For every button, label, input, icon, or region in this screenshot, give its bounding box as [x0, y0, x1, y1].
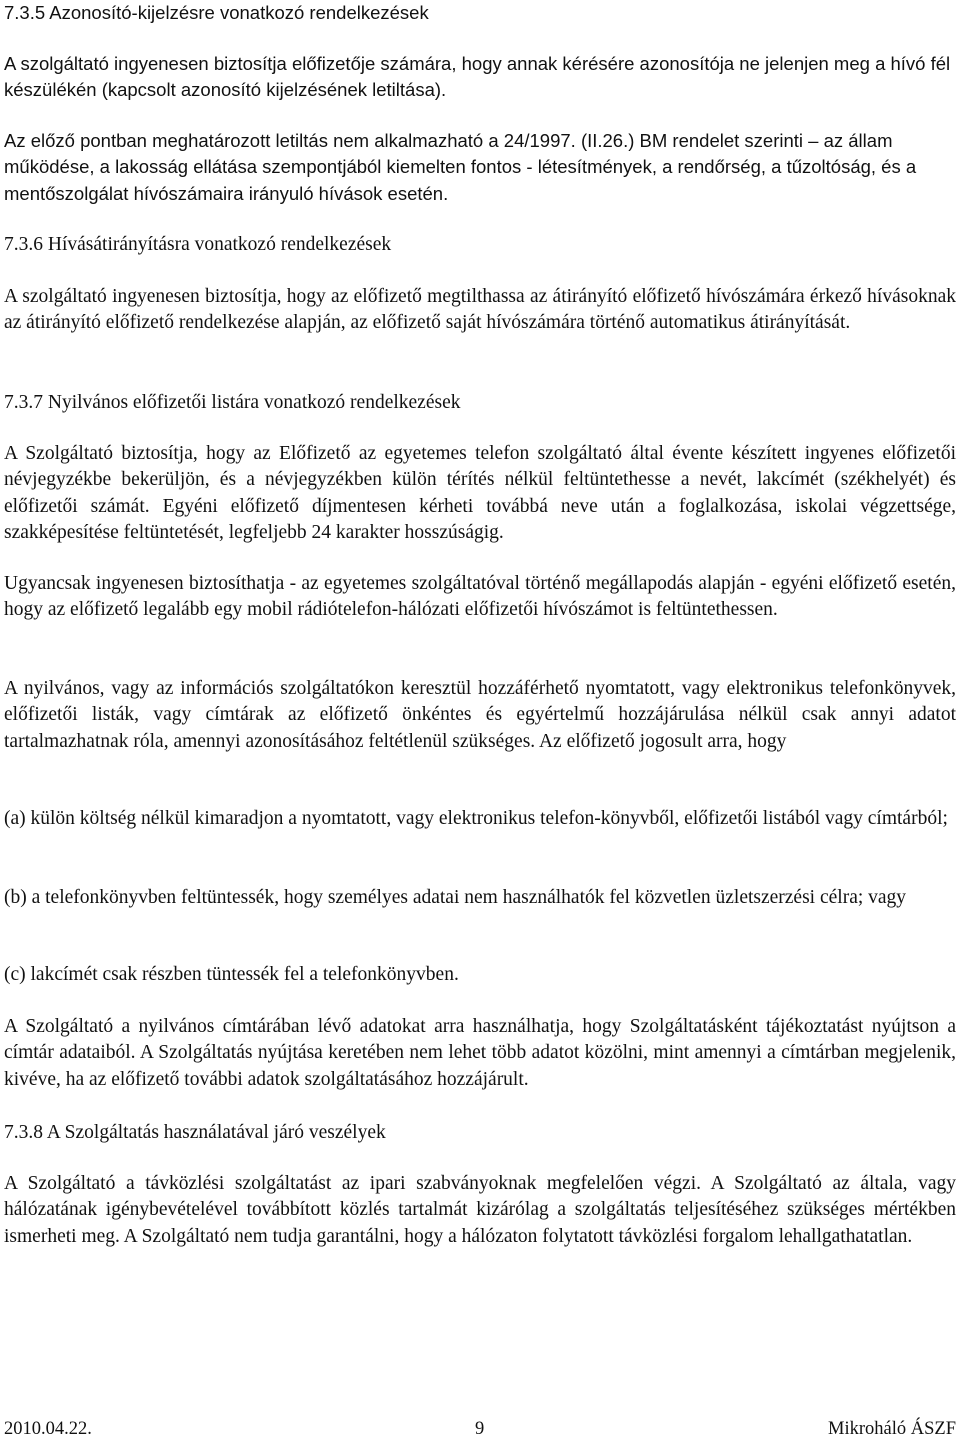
paragraph-7-3-5-a: A szolgáltató ingyenesen biztosítja előfizetője számára, hogy annak kérésére azonosítója ne jelenjen meg a hívó fél készülékén (kapcsolt azonosító kijelzésének letiltása). — [4, 53, 951, 101]
section-heading-7-3-7: 7.3.7 Nyilvános előfizetői listára vonatkozó rendelkezések — [4, 392, 461, 413]
paragraph-7-3-8: A Szolgáltató a távközlési szolgáltatást az ipari szabványoknak megfelelően végzi. A Szolgáltató az általa, vagy hálózatának igénybevételével továbbított közlés tartalmát kizárólag a szolgáltatás teljesítéséhez szükséges mértékben ismerheti meg. A Szolgáltató nem tudja garantálni, hogy a hálózaton folytatott távközlési forgalom lehallgathatatlan. — [4, 1173, 956, 1247]
list-item-b: (b) a telefonkönyvben feltüntessék, hogy személyes adatai nem használhatók fel közvetlen üzletszerzési célra; vagy — [4, 887, 907, 908]
list-item-c: (c) lakcímét csak részben tüntessék fel a telefonkönyvben. — [4, 964, 459, 985]
paragraph-7-3-7-b: Ugyancsak ingyenesen biztosíthatja - az egyetemes szolgáltatóval történő megállapodás alapján - egyéni előfizető esetén, hogy az előfizető legalább egy mobil rádiótelefon-hálózati előfizetői hívószámot is feltüntethessen. — [4, 573, 956, 621]
section-heading-7-3-6: 7.3.6 Hívásátirányításra vonatkozó rendelkezések — [4, 234, 392, 255]
footer-page-number: 9 — [475, 1419, 485, 1439]
paragraph-7-3-7-d: A Szolgáltató a nyilvános címtárában lévő adatokat arra használhatja, hogy Szolgáltatásként tájékoztatást nyújtson a címtár adataiból. A Szolgáltatás nyújtása keretében nem lehet több adatot közölni, mint amennyi a címtárban megjelenik, kivéve, ha az előfizető további adatok szolgáltatásához hozzájárult. — [4, 1016, 956, 1090]
paragraph-7-3-6: A szolgáltató ingyenesen biztosítja, hogy az előfizető megtilthassa az átirányító előfizető hívószámára érkező hívásoknak az átirányító előfizető rendelkezése alapján, az előfizető saját hívószámára történő automatikus átirányítását. — [4, 286, 956, 334]
footer-date: 2010.04.22. — [4, 1419, 92, 1439]
section-heading-7-3-8: 7.3.8 A Szolgáltatás használatával járó veszélyek — [4, 1122, 386, 1143]
paragraph-7-3-7-a: A Szolgáltató biztosítja, hogy az Előfizető az egyetemes telefon szolgáltató által évente készített ingyenes előfizetői névjegyzékbe bekerüljön, és a névjegyzékben külön térítés nélkül feltüntethesse a nevét, lakcímét (székhelyét) és előfizetői számát. Egyéni előfizető díjmentesen kérheti továbbá neve után a foglalkozása, iskolai végzettsége, szakképesítése feltüntetését, legfeljebb 24 karakter hosszúságig. — [4, 443, 956, 544]
list-item-a: (a) külön költség nélkül kimaradjon a nyomtatott, vagy elektronikus telefon-könyvből, előfizetői listából vagy címtárból; — [4, 808, 948, 829]
footer-company: Mikroháló ÁSZF — [828, 1419, 956, 1439]
paragraph-7-3-7-c: A nyilvános, vagy az információs szolgáltatókon keresztül hozzáférhető nyomtatott, vagy elektronikus telefonkönyvek, előfizetői listák, vagy címtárak az előfizető önkéntes és egyértelmű hozzájárulása nélkül csak annyi adatot tartalmazhatnak róla, amennyi azonosításához feltétlenül szükséges. Az előfizető jogosult arra, hogy — [4, 678, 956, 752]
section-heading-7-3-5: 7.3.5 Azonosító-kijelzésre vonatkozó rendelkezések — [4, 2, 429, 23]
paragraph-7-3-5-b: Az előző pontban meghatározott letiltás nem alkalmazható a 24/1997. (II.26.) BM rendelet szerinti – az állam működése, a lakosság ellátása szempontjából kiemelten fontos - létesítmények, a rendőrség, a tűzoltóság, és a mentőszolgálat hívószámaira irányuló hívások esetén. — [4, 130, 917, 204]
